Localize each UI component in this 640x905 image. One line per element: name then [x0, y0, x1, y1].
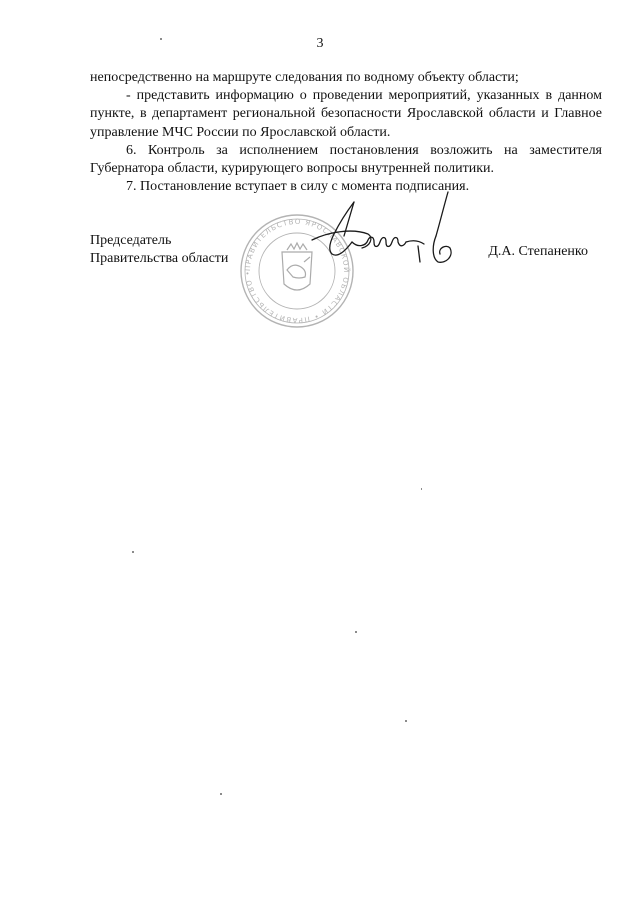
paragraph-item-7: 7. Постановление вступает в силу с момента подписания.: [126, 179, 470, 195]
signatory-title-line2: Правительства области: [90, 251, 229, 267]
scan-speck: [132, 551, 134, 553]
scan-speck: [160, 38, 162, 40]
document-body: [90, 69, 602, 196]
svg-text:ПРАВИТЕЛЬСТВО ЯРОСЛАВСКОЙ ОБЛА: ПРАВИТЕЛЬСТВО ЯРОСЛАВСКОЙ ОБЛАСТИ • ПРАВИТЕЛЬСТВО •: [243, 217, 351, 325]
paragraph-continuation: непосредственно на маршруте следования по водному объекту области;: [90, 70, 519, 85]
paragraph-item-6: 6. Контроль за исполнением постановления возложить на заместителя Губернатора области, курирующего вопросы внутренней политики.: [90, 142, 602, 177]
page-number: 3: [316, 36, 324, 51]
scan-speck: [355, 631, 357, 633]
signature-block: [90, 232, 602, 322]
paragraph-bullet-report: - представить информацию о проведении мероприятий, указанных в данном пункте, в департамент региональной безопасности Ярославской области и Главное управление МЧС России по Ярославской области.: [90, 88, 602, 140]
scan-speck: [405, 720, 407, 722]
scan-speck: [421, 488, 422, 490]
signatory-name: Д.А. Степаненко: [488, 244, 588, 259]
signatory-title-line1: Председатель: [90, 233, 172, 248]
signatory-title: [90, 232, 228, 268]
scan-speck: [220, 793, 222, 795]
